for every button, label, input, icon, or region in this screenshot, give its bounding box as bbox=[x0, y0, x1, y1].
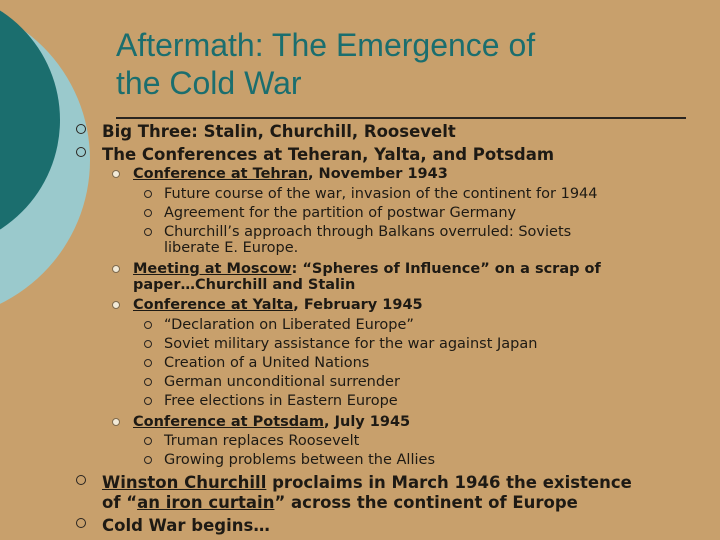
yalta-sub-4: German unconditional surrender bbox=[144, 374, 712, 391]
ring-bullet-icon bbox=[144, 209, 152, 217]
yalta-sub-3: Creation of a United Nations bbox=[144, 355, 712, 372]
ring-bullet-icon bbox=[144, 340, 152, 348]
tehran-date: , November 1943 bbox=[308, 166, 448, 182]
conferences-text: The Conferences at Teheran, Yalta, and Potsdam bbox=[102, 145, 555, 164]
ring-bullet-icon bbox=[144, 228, 152, 236]
ring-bullet-icon bbox=[144, 190, 152, 198]
ring-bullet-icon bbox=[144, 397, 152, 405]
tehran-link[interactable]: Conference at Tehran bbox=[133, 166, 308, 182]
moscow-continued: paper…Churchill and Stalin bbox=[133, 277, 356, 293]
title-underline bbox=[116, 117, 686, 119]
potsdam-date: , July 1945 bbox=[324, 414, 411, 430]
ring-bullet-icon bbox=[144, 456, 152, 464]
yalta-sub-5: Free elections in Eastern Europe bbox=[144, 393, 712, 410]
bullet-cold-war bbox=[76, 516, 712, 536]
yalta-link[interactable]: Conference at Yalta bbox=[133, 297, 294, 313]
hollow-circle-bullet-icon bbox=[76, 147, 86, 157]
moscow-text: : “Spheres of Influence” on a scrap of bbox=[291, 261, 601, 277]
slide-title bbox=[116, 26, 676, 102]
bullet-tehran bbox=[112, 166, 712, 183]
title-line-2: the Cold War bbox=[116, 65, 302, 101]
bullet-conferences bbox=[76, 145, 712, 165]
dot-bullet-icon bbox=[112, 418, 120, 426]
tehran-sub-1: Future course of the war, invasion of the continent for 1944 bbox=[144, 186, 712, 203]
bullet-churchill bbox=[76, 473, 712, 493]
hollow-circle-bullet-icon bbox=[76, 518, 86, 528]
dot-bullet-icon bbox=[112, 170, 120, 178]
bullet-big-three bbox=[76, 122, 712, 142]
hollow-circle-bullet-icon bbox=[76, 475, 86, 485]
hollow-circle-bullet-icon bbox=[76, 124, 86, 134]
churchill-link[interactable]: Winston Churchill bbox=[102, 473, 267, 492]
iron-curtain-link[interactable]: an iron curtain bbox=[137, 493, 275, 512]
churchill-continued: of “an iron curtain” across the continent of Europe bbox=[102, 493, 578, 512]
ring-bullet-icon bbox=[144, 437, 152, 445]
yalta-sub-2: Soviet military assistance for the war against Japan bbox=[144, 336, 712, 353]
ring-bullet-icon bbox=[144, 321, 152, 329]
potsdam-sub-2: Growing problems between the Allies bbox=[144, 452, 712, 469]
potsdam-link[interactable]: Conference at Potsdam bbox=[133, 414, 325, 430]
ring-bullet-icon bbox=[144, 359, 152, 367]
moscow-link[interactable]: Meeting at Moscow bbox=[133, 261, 292, 277]
dot-bullet-icon bbox=[112, 265, 120, 273]
potsdam-sub-1: Truman replaces Roosevelt bbox=[144, 433, 712, 450]
bullet-moscow bbox=[112, 261, 712, 278]
tehran-sub-3: Churchill’s approach through Balkans overruled: Soviets bbox=[144, 224, 712, 241]
churchill-text: proclaims in March 1946 the existence bbox=[266, 473, 632, 492]
dot-bullet-icon bbox=[112, 301, 120, 309]
cold-war-text: Cold War begins… bbox=[102, 516, 270, 535]
title-line-1: Aftermath: The Emergence of bbox=[116, 27, 536, 63]
yalta-date: , February 1945 bbox=[293, 297, 423, 313]
tehran-sub-2: Agreement for the partition of postwar Germany bbox=[144, 205, 712, 222]
bullet-yalta bbox=[112, 297, 712, 314]
yalta-sub-1: “Declaration on Liberated Europe” bbox=[144, 317, 712, 334]
bullet-potsdam bbox=[112, 414, 712, 431]
ring-bullet-icon bbox=[144, 378, 152, 386]
tehran-sub-3-continued: liberate E. Europe. bbox=[164, 240, 299, 256]
big-three-text: Big Three: Stalin, Churchill, Roosevelt bbox=[102, 122, 456, 141]
